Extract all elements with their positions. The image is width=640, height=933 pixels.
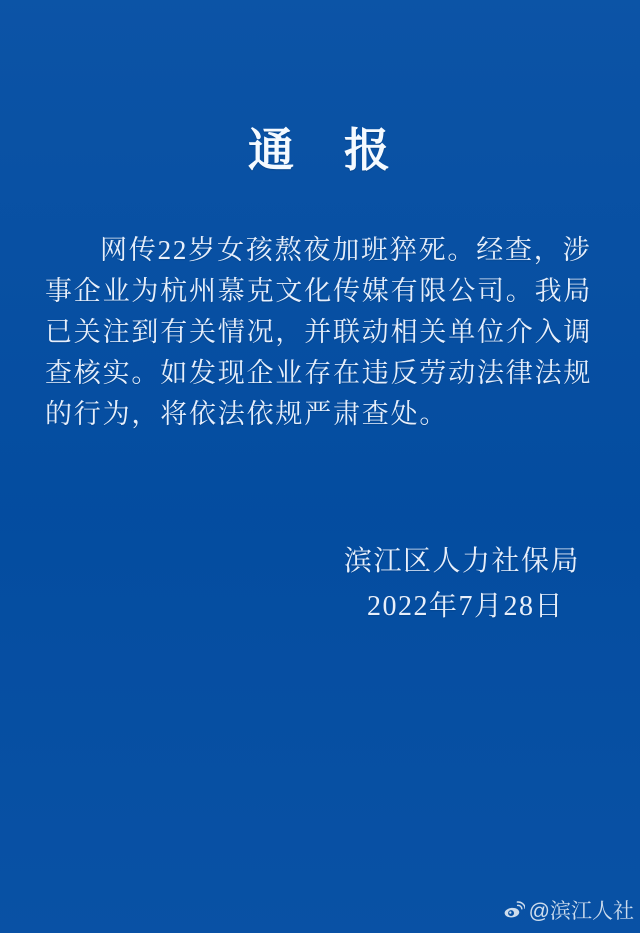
signature-block bbox=[0, 539, 640, 629]
body-line-5: 的行为，将依法依规严肃查处。 bbox=[45, 399, 449, 429]
watermark bbox=[502, 895, 634, 925]
watermark-handle: @滨江人社 bbox=[528, 900, 634, 923]
notice-title: 通 报 bbox=[248, 125, 392, 176]
weibo-icon bbox=[502, 899, 525, 922]
notice-body bbox=[45, 230, 595, 435]
body-line-1: 网传22岁女孩熬夜加班猝死。经查，涉 bbox=[100, 235, 592, 265]
signature-date: 2022年7月28日 bbox=[366, 591, 564, 622]
body-line-4: 查核实。如发现企业存在违反劳动法律法规 bbox=[45, 358, 593, 388]
body-line-2: 事企业为杭州慕克文化传媒有限公司。我局 bbox=[45, 276, 593, 306]
signature-name: 滨江区人力社保局 bbox=[343, 546, 580, 577]
body-line-3: 已关注到有关情况，并联动相关单位介入调 bbox=[45, 317, 593, 347]
